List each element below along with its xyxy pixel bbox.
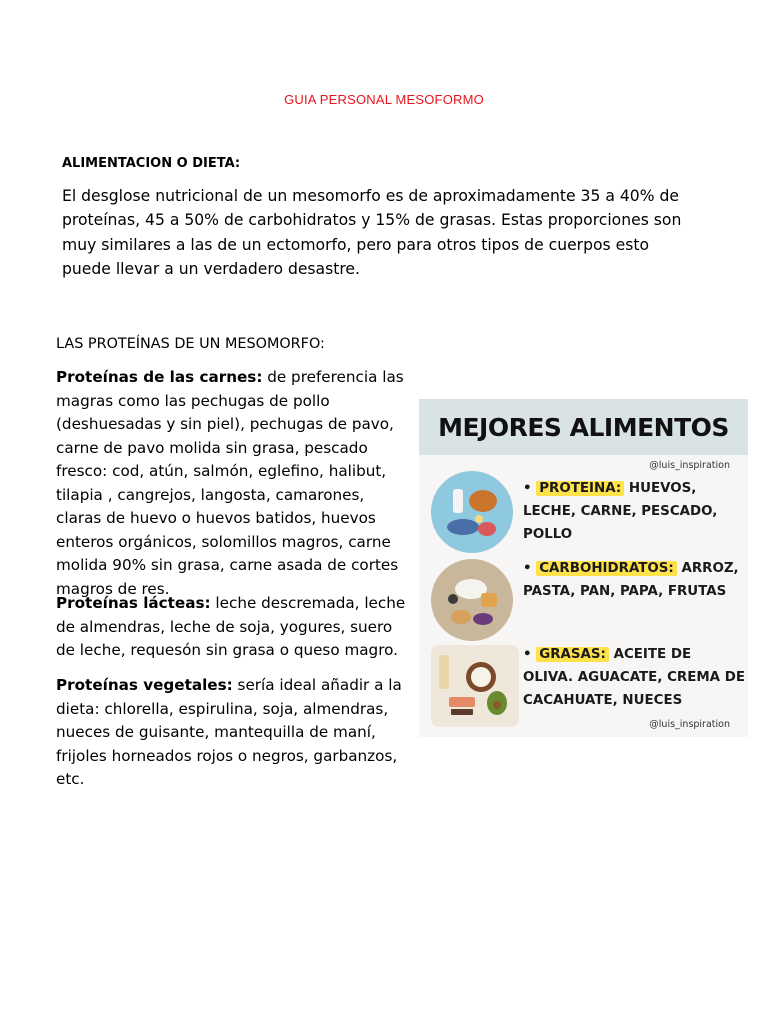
carbohydrate-foods-illustration <box>431 559 513 641</box>
carbohydrates-label: CARBOHIDRATOS: <box>536 561 677 576</box>
protein-foods-illustration <box>431 471 513 553</box>
carbohydrates-items: ARROZ, PASTA, PAN, PAPA, FRUTAS <box>523 561 739 599</box>
diet-heading: ALIMENTACION O DIETA: <box>62 156 241 171</box>
fats-label: GRASAS: <box>536 647 609 662</box>
infographic-handle-top: @luis_inspiration <box>649 460 730 471</box>
diet-paragraph: El desglose nutricional de un mesomorfo es de aproximadamente 35 a 40% de proteínas, 45 a 50% de carbohidratos y 15% de grasas. Estas proporciones son muy similares a las de un ectomorfo, pero para otros tipos de cuerpos esto puede llevar a un verdadero desastre. <box>62 187 682 278</box>
infographic-handle-bottom: @luis_inspiration <box>649 719 730 730</box>
fat-foods-illustration <box>431 645 519 727</box>
document-title: GUIA PERSONAL MESOFORMO <box>284 92 484 107</box>
meat-protein-paragraph <box>56 366 408 601</box>
vegetable-protein-text: sería ideal añadir a la dieta: chlorella, espirulina, soja, almendras, nueces de guisante, mantequilla de maní, frijoles horneados rojos o negros, garbanzos, etc. <box>56 676 402 788</box>
protein-label: PROTEINA: <box>536 481 624 496</box>
carbohydrates-text: • CARBOHIDRATOS: ARROZ, PASTA, PAN, PAPA, FRUTAS <box>523 561 739 599</box>
best-foods-infographic <box>419 399 748 737</box>
meat-protein-label: Proteínas de las carnes: <box>56 368 263 386</box>
dairy-protein-text: leche descremada, leche de almendras, leche de soja, yogures, suero de leche, requesón sin grasa o queso magro. <box>56 594 406 659</box>
protein-items: HUEVOS, LECHE, CARNE, PESCADO, POLLO <box>523 481 718 542</box>
dairy-protein-label: Proteínas lácteas: <box>56 594 211 612</box>
infographic-title: MEJORES ALIMENTOS <box>438 412 729 442</box>
meat-protein-text: de preferencia las magras como las pechugas de pollo (deshuesadas y sin piel), pechugas de pavo, carne de pavo molida sin grasa, pescado fresco: cod, atún, salmón, eglefino, halibut, tilapia , cangrejos, langosta, camarones, claras de huevo o huevos batidos, huevos enteros orgánicos, solomillos magros, carne molida 90% sin grasa, carne asada de cortes magros de res. <box>56 368 404 598</box>
infographic-header <box>419 399 748 455</box>
fats-items: ACEITE DE OLIVA. AGUACATE, CREMA DE CACAHUATE, NUECES <box>523 647 745 708</box>
dairy-protein-paragraph <box>56 592 408 663</box>
protein-text: • PROTEINA: HUEVOS, LECHE, CARNE, PESCADO, POLLO <box>523 481 718 542</box>
vegetable-protein-label: Proteínas vegetales: <box>56 676 233 694</box>
protein-heading: LAS PROTEÍNAS DE UN MESOMORFO: <box>56 336 325 352</box>
vegetable-protein-paragraph <box>56 674 408 792</box>
fats-text: • GRASAS: ACEITE DE OLIVA. AGUACATE, CREMA DE CACAHUATE, NUECES <box>523 647 745 708</box>
